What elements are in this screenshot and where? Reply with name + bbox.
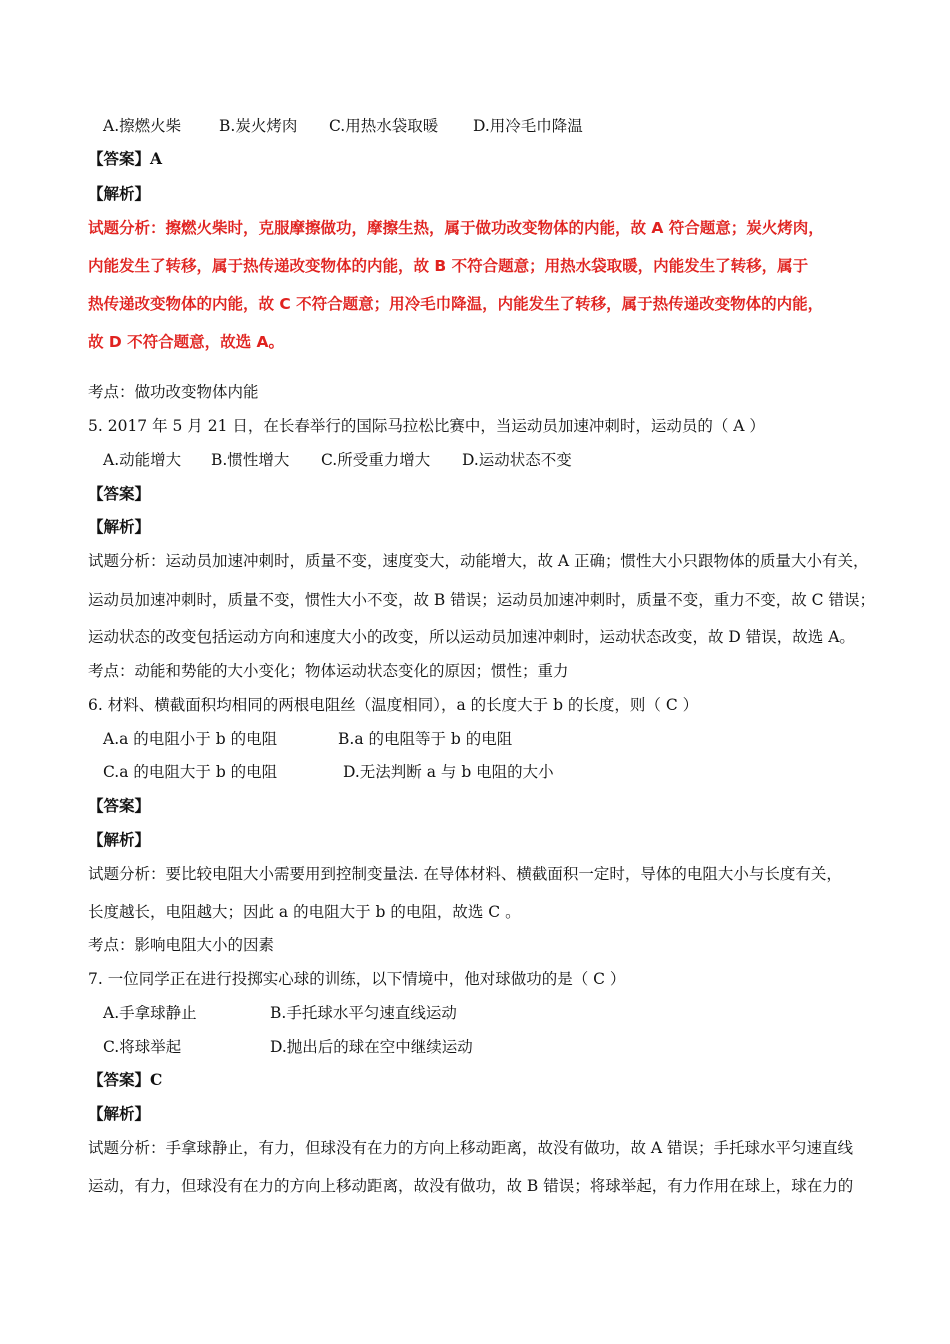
q4-option-d: D.用冷毛巾降温 <box>473 117 583 135</box>
q7-analysis-line: 试题分析：手拿球静止，有力，但球没有在力的方向上移动距离，故没有做功，故 A 错误；手托球水平匀速直线 <box>88 1139 854 1157</box>
q4-analysis-label: 【解析】 <box>88 184 151 203</box>
q7-option-c: C.将球举起 <box>103 1038 182 1056</box>
q7-option-b: B.手托球水平匀速直线运动 <box>270 1004 457 1022</box>
q4-option-c: C.用热水袋取暖 <box>329 117 439 135</box>
q7-stem: 7. 一位同学正在进行投掷实心球的训练，以下情境中，他对球做功的是（ C ） <box>88 970 626 988</box>
q5-analysis-label: 【解析】 <box>88 517 151 536</box>
q7-analysis-line: 运动，有力，但球没有在力的方向上移动距离，故没有做功，故 B 错误；将球举起，有力作用在球上，球在力的 <box>88 1177 854 1195</box>
q4-analysis-line: 热传递改变物体的内能，故 C 不符合题意；用冷毛巾降温，内能发生了转移，属于热传递改变物体的内能， <box>88 295 824 313</box>
q4-analysis-line: 内能发生了转移，属于热传递改变物体的内能，故 B 不符合题意；用热水袋取暖，内能发生了转移，属于 <box>88 257 809 275</box>
q7-answer: 【答案】C <box>88 1070 163 1089</box>
q6-analysis-line: 长度越长，电阻越大；因此 a 的电阻大于 b 的电阻，故选 C 。 <box>88 903 521 921</box>
q5-analysis-line: 试题分析：运动员加速冲刺时，质量不变，速度变大，动能增大，故 A 正确；惯性大小只跟物体的质量大小有关， <box>88 552 869 570</box>
q7-analysis-label: 【解析】 <box>88 1104 151 1123</box>
q5-kaodian: 考点：动能和势能的大小变化；物体运动状态变化的原因；惯性；重力 <box>88 662 569 680</box>
q5-option-c: C.所受重力增大 <box>321 451 431 469</box>
q7-option-a: A.手拿球静止 <box>103 1004 197 1022</box>
q6-answer: 【答案】 <box>88 796 151 815</box>
q4-answer: 【答案】A <box>88 149 163 168</box>
q7-option-d: D.抛出后的球在空中继续运动 <box>270 1038 473 1056</box>
q5-analysis-line: 运动员加速冲刺时，质量不变，惯性大小不变，故 B 错误；运动员加速冲刺时，质量不变，重力不变，故 C 错误； <box>88 591 875 609</box>
q4-kaodian: 考点：做功改变物体内能 <box>88 383 259 401</box>
q6-stem: 6. 材料、横截面积均相同的两根电阻丝（温度相同），a 的长度大于 b 的长度，则（ C ） <box>88 696 699 714</box>
q5-option-d: D.运动状态不变 <box>462 451 572 469</box>
q6-analysis-line: 试题分析：要比较电阻大小需要用到控制变量法. 在导体材料、横截面积一定时，导体的电阻大小与长度有关， <box>88 865 842 883</box>
q5-analysis-line: 运动状态的改变包括运动方向和速度大小的改变，所以运动员加速冲刺时，运动状态改变，故 D 错误，故选 A。 <box>88 628 855 646</box>
q5-stem: 5. 2017 年 5 月 21 日，在长春举行的国际马拉松比赛中，当运动员加速冲刺时，运动员的（ A ） <box>88 417 765 435</box>
q6-option-b: B.a 的电阻等于 b 的电阻 <box>338 730 513 748</box>
q4-analysis-line: 试题分析：擦燃火柴时，克服摩擦做功，摩擦生热，属于做功改变物体的内能，故 A 符合题意；炭火烤肉， <box>88 219 824 237</box>
q6-option-c: C.a 的电阻大于 b 的电阻 <box>103 763 278 781</box>
q4-option-b: B.炭火烤肉 <box>219 117 298 135</box>
q6-kaodian: 考点：影响电阻大小的因素 <box>88 936 275 954</box>
q6-analysis-label: 【解析】 <box>88 830 151 849</box>
q6-option-a: A.a 的电阻小于 b 的电阻 <box>103 730 278 748</box>
q6-option-d: D.无法判断 a 与 b 电阻的大小 <box>343 763 554 781</box>
q4-option-a: A.擦燃火柴 <box>103 117 182 135</box>
q5-answer: 【答案】 <box>88 484 151 503</box>
q5-option-a: A.动能增大 <box>103 451 182 469</box>
q5-option-b: B.惯性增大 <box>211 451 290 469</box>
q4-analysis-line: 故 D 不符合题意，故选 A。 <box>88 333 285 351</box>
